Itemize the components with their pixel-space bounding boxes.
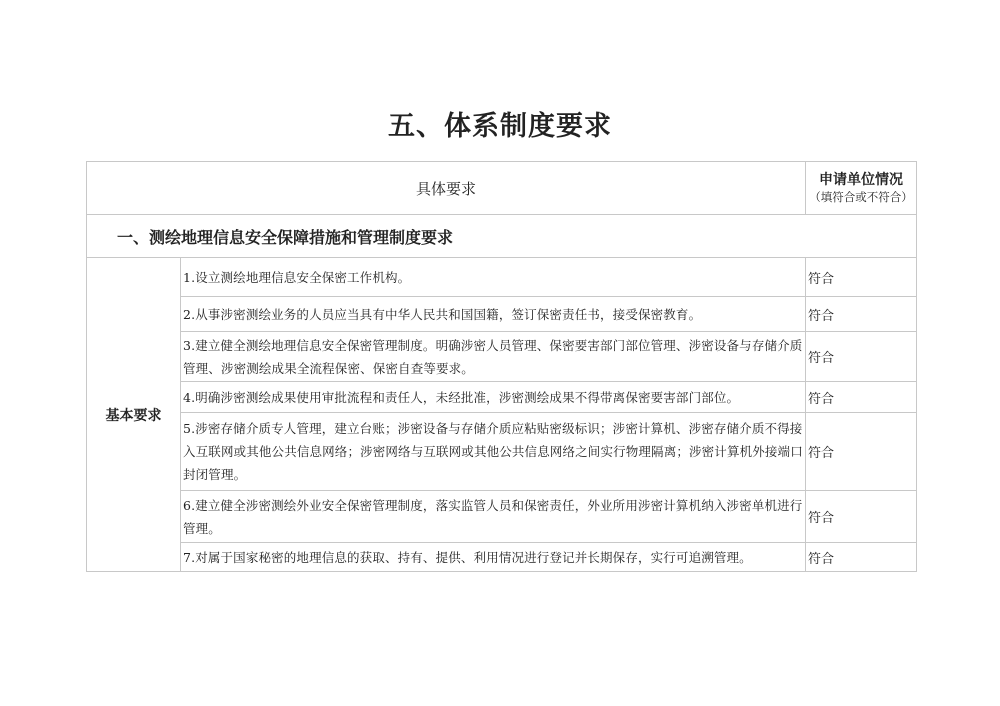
status-cell: 符合 <box>806 491 917 543</box>
status-cell: 符合 <box>806 413 917 491</box>
table-row <box>87 543 917 572</box>
status-cell: 符合 <box>806 382 917 413</box>
category-label: 基本要求 <box>87 258 181 572</box>
requirement-text: 3.建立健全测绘地理信息安全保密管理制度。明确涉密人员管理、保密要害部门部位管理、涉密设备与存储介质管理、涉密测绘成果全流程保密、保密自查等要求。 <box>181 332 806 382</box>
section-row <box>87 215 917 258</box>
table-row <box>87 297 917 332</box>
table-row <box>87 382 917 413</box>
requirement-text: 6.建立健全涉密测绘外业安全保密管理制度，落实监管人员和保密责任，外业所用涉密计算机纳入涉密单机进行管理。 <box>181 491 806 543</box>
requirements-table <box>86 161 917 572</box>
header-requirement: 具体要求 <box>87 162 806 215</box>
requirement-text: 1.设立测绘地理信息安全保密工作机构。 <box>181 258 806 297</box>
table-row <box>87 332 917 382</box>
requirement-text: 4.明确涉密测绘成果使用审批流程和责任人，未经批准，涉密测绘成果不得带离保密要害部门部位。 <box>181 382 806 413</box>
requirement-text: 5.涉密存储介质专人管理，建立台账；涉密设备与存储介质应粘贴密级标识；涉密计算机、涉密存储介质不得接入互联网或其他公共信息网络；涉密网络与互联网或其他公共信息网络之间实行物理隔离；涉密计算机外接端口封闭管理。 <box>181 413 806 491</box>
header-status-note: （填符合或不符合） <box>809 189 913 204</box>
section-title: 一、测绘地理信息安全保障措施和管理制度要求 <box>87 215 917 258</box>
requirement-text: 2.从事涉密测绘业务的人员应当具有中华人民共和国国籍，签订保密责任书，接受保密教育。 <box>181 297 806 332</box>
header-status <box>806 162 917 215</box>
table-row <box>87 491 917 543</box>
page-title: 五、体系制度要求 <box>388 111 612 142</box>
header-status-title: 申请单位情况 <box>819 171 904 188</box>
status-cell: 符合 <box>806 297 917 332</box>
status-cell: 符合 <box>806 332 917 382</box>
status-cell: 符合 <box>806 543 917 572</box>
table-header-row <box>87 162 917 215</box>
table-row <box>87 258 917 297</box>
requirement-text: 7.对属于国家秘密的地理信息的获取、持有、提供、利用情况进行登记并长期保存，实行可追溯管理。 <box>181 543 806 572</box>
status-cell: 符合 <box>806 258 917 297</box>
table-row <box>87 413 917 491</box>
